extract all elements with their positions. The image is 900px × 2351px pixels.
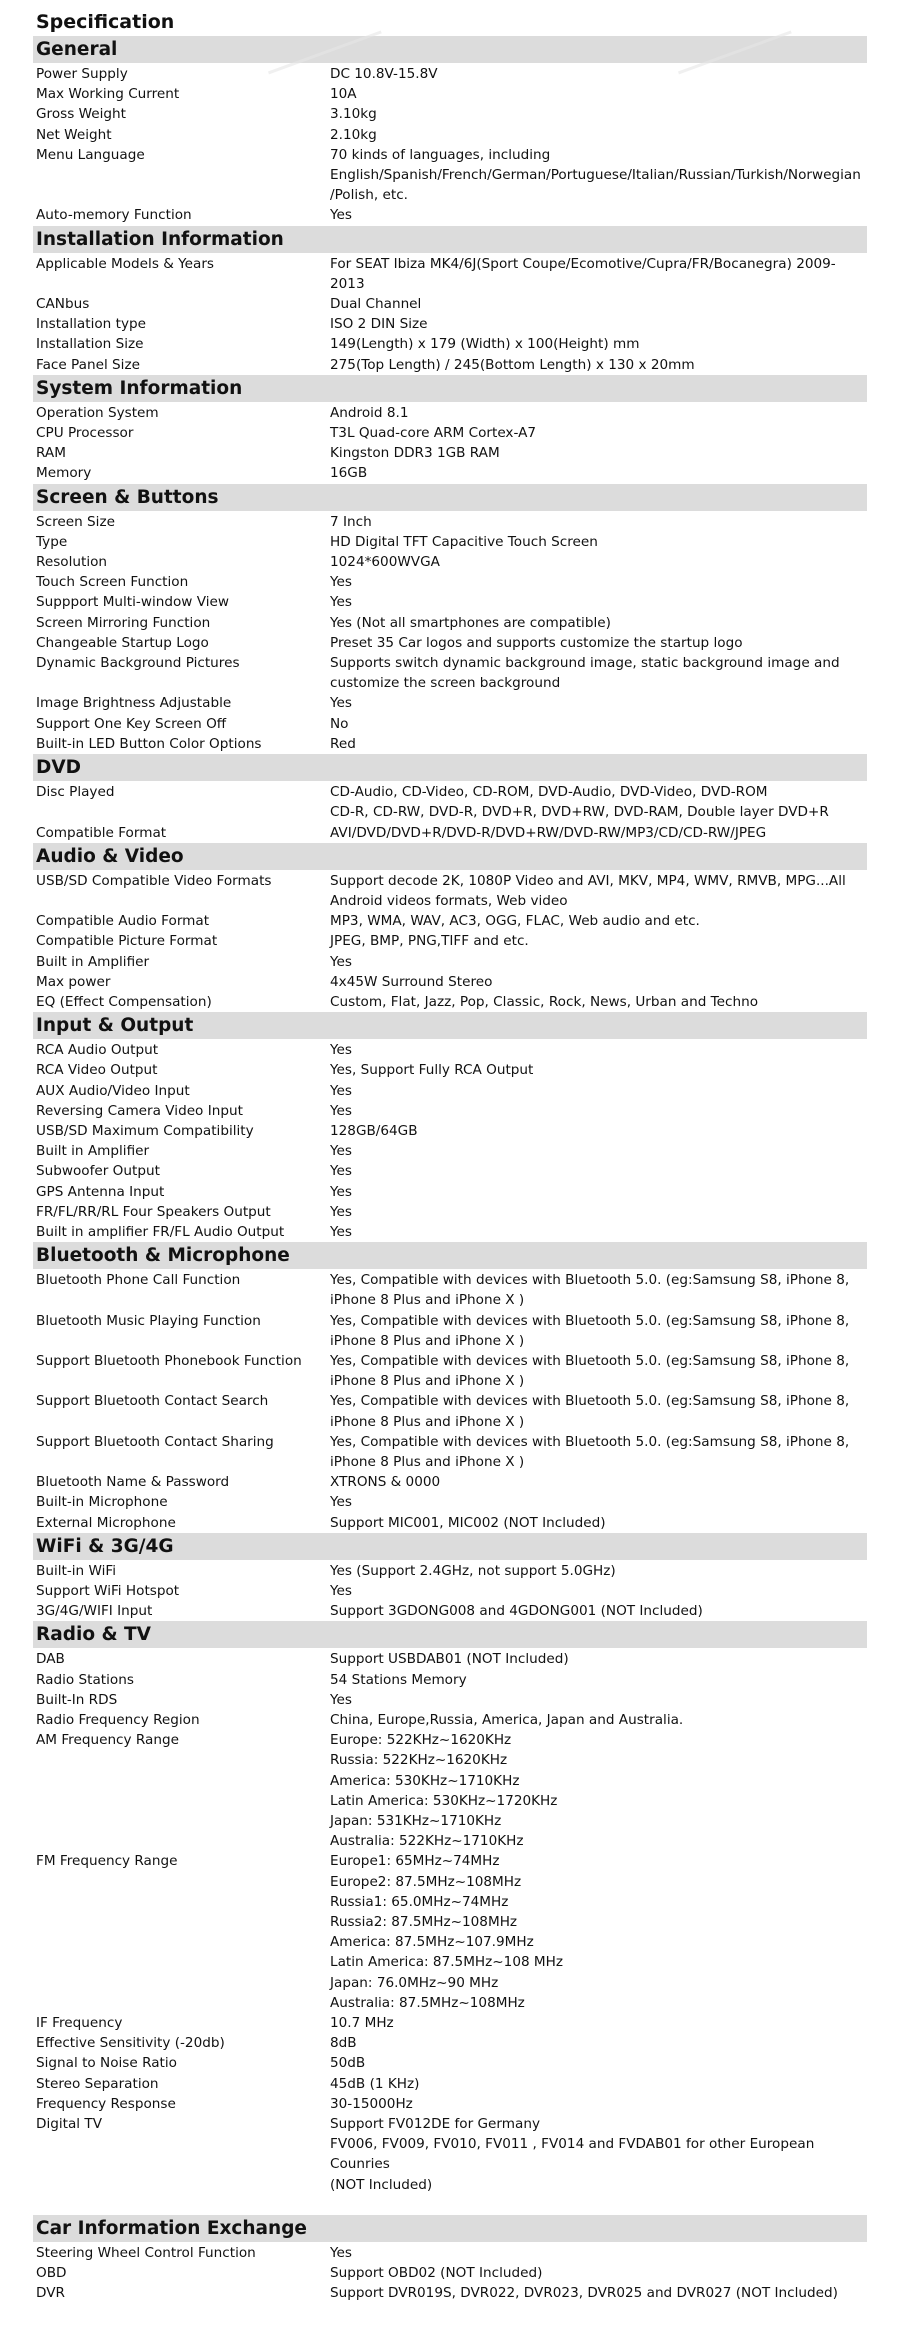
spec-row (33, 2243, 867, 2263)
spec-label: Installation type (36, 316, 146, 333)
spec-row (33, 104, 867, 124)
spec-row (33, 1690, 867, 1710)
spec-label: 3G/4G/WIFI Input (36, 1603, 153, 1620)
section-header: Bluetooth & Microphone (33, 1242, 867, 1269)
spec-label: OBD (36, 2265, 67, 2282)
spec-row (33, 334, 867, 354)
spec-value: Yes (330, 594, 352, 611)
spec-label: External Microphone (36, 1514, 176, 1531)
spec-row (33, 782, 867, 822)
spec-value: 128GB/64GB (330, 1122, 418, 1139)
spec-row (33, 552, 867, 572)
spec-label: FM Frequency Range (36, 1853, 178, 1870)
spec-label: Screen Mirroring Function (36, 614, 211, 631)
spec-value: ISO 2 DIN Size (330, 316, 428, 333)
section-header: Audio & Video (33, 843, 867, 870)
spec-row (33, 145, 867, 206)
spec-value: Yes (330, 695, 352, 712)
spec-value: 16GB (330, 465, 368, 482)
spec-row (33, 1492, 867, 1512)
spec-row (33, 1561, 867, 1581)
spec-label: Built-in WiFi (36, 1562, 116, 1579)
spec-value: 10A (330, 86, 357, 103)
spec-value: AVI/DVD/DVD+R/DVD-R/DVD+RW/DVD-RW/MP3/CD/CD-RW/JPEG (330, 824, 767, 841)
spec-value: Yes (330, 1102, 352, 1119)
spec-value: Yes, Support Fully RCA Output (330, 1062, 534, 1079)
spec-row (33, 871, 867, 911)
spec-value: Dual Channel (330, 296, 422, 313)
spec-label: DAB (36, 1651, 65, 1668)
spec-label: Disc Played (36, 784, 115, 801)
spec-row (33, 1730, 867, 1851)
spec-row (33, 1710, 867, 1730)
spec-label: Applicable Models & Years (36, 255, 215, 272)
spec-label: RAM (36, 445, 66, 462)
spec-row (33, 205, 867, 225)
spec-value: MP3, WMA, WAV, AC3, OGG, FLAC, Web audio and etc. (330, 913, 700, 930)
spec-row (33, 294, 867, 314)
spec-label: Support One Key Screen Off (36, 715, 227, 732)
section-header: General (33, 36, 867, 63)
spec-label: Bluetooth Music Playing Function (36, 1312, 261, 1329)
spec-row (33, 2013, 867, 2033)
spec-sections (33, 36, 867, 2304)
spec-label: Built-in LED Button Color Options (36, 735, 262, 752)
spec-value: Support MIC001, MIC002 (NOT Included) (330, 1514, 606, 1531)
spec-row (33, 1060, 867, 1080)
spec-row (33, 693, 867, 713)
spec-value: 2.10kg (330, 126, 377, 143)
spec-label: Built in Amplifier (36, 953, 150, 970)
spec-row (33, 911, 867, 931)
spec-label: RCA Video Output (36, 1062, 158, 1079)
spec-label: CPU Processor (36, 425, 134, 442)
spec-row (33, 1432, 867, 1472)
spec-page (33, 0, 867, 2304)
section-header: WiFi & 3G/4G (33, 1533, 867, 1560)
spec-row (33, 532, 867, 552)
section-header: Installation Information (33, 226, 867, 253)
spec-value: 45dB (1 KHz) (330, 2075, 420, 2092)
spec-label: Frequency Response (36, 2095, 176, 2112)
spec-row (33, 931, 867, 951)
spec-label: Compatible Picture Format (36, 933, 218, 950)
spec-label: Support WiFi Hotspot (36, 1583, 180, 1599)
spec-row (33, 254, 867, 294)
spec-value: 8dB (330, 2035, 357, 2052)
spec-value: 1024*600WVGA (330, 554, 440, 571)
spec-value: Yes (330, 1223, 352, 1240)
spec-label: Resolution (36, 554, 108, 571)
spec-row (33, 2094, 867, 2114)
spec-row (33, 714, 867, 734)
spec-row (33, 653, 867, 693)
spec-value: T3L Quad-core ARM Cortex-A7 (330, 425, 537, 442)
spec-value: Yes, Compatible with devices with Bluetooth 5.0. (eg:Samsung S8, iPhone 8, iPhone 8 Plus and iPhone X ) (330, 1352, 850, 1390)
spec-row (33, 1161, 867, 1181)
spec-label: Max Working Current (36, 86, 180, 103)
spec-label: USB/SD Maximum Compatibility (36, 1122, 254, 1139)
spec-value: China, Europe,Russia, America, Japan and Australia. (330, 1712, 684, 1729)
spec-row (33, 84, 867, 104)
spec-value: Europe: 522KHz~1620KHz Russia: 522KHz~1620KHz America: 530KHz~1710KHz Latin America: 530KHz~1720KHz Japan: 531KHz~1710KHz Australia: 522KHz~1710KHz (330, 1732, 558, 1850)
spec-row (33, 952, 867, 972)
spec-label: RCA Audio Output (36, 1042, 159, 1059)
spec-value: 4x45W Surround Stereo (330, 973, 493, 990)
spec-label: AM Frequency Range (36, 1732, 179, 1749)
spec-value: CD-Audio, CD-Video, CD-ROM, DVD-Audio, DVD-Video, DVD-ROM CD-R, CD-RW, DVD-R, DVD+R, DVD+RW, DVD-RAM, Double layer DVD+R (330, 784, 829, 821)
spec-value: Yes (330, 207, 352, 224)
spec-value: Yes (330, 1583, 352, 1599)
spec-label: Face Panel Size (36, 356, 140, 373)
spec-label: Support Bluetooth Contact Search (36, 1393, 269, 1410)
spec-value: Yes, Compatible with devices with Bluetooth 5.0. (eg:Samsung S8, iPhone 8, iPhone 8 Plus and iPhone X ) (330, 1433, 850, 1470)
spec-label: Subwoofer Output (36, 1163, 160, 1180)
spec-row (33, 1040, 867, 1060)
spec-value: For SEAT Ibiza MK4/6J(Sport Coupe/Ecomotive/Cupra/FR/Bocanegra) 2009- 2013 (330, 255, 836, 292)
spec-label: Power Supply (36, 66, 128, 82)
spec-row (33, 1081, 867, 1101)
spec-value: Support USBDAB01 (NOT Included) (330, 1651, 569, 1668)
section-header: Screen & Buttons (33, 484, 867, 511)
spec-label: Effective Sensitivity (-20db) (36, 2035, 225, 2052)
spec-row (33, 2074, 867, 2094)
spec-label: Changeable Startup Logo (36, 634, 209, 651)
spec-label: AUX Audio/Video Input (36, 1082, 190, 1099)
spec-row (33, 572, 867, 592)
spec-label: Signal to Noise Ratio (36, 2055, 177, 2072)
spec-label: Reversing Camera Video Input (36, 1102, 243, 1119)
section-header: Input & Output (33, 1012, 867, 1039)
spec-value: 70 kinds of languages, including English/Spanish/French/German/Portuguese/Italian/Russian/Turkish/Norwegian /Polish, etc. (330, 146, 861, 204)
spec-value: Preset 35 Car logos and supports customize the startup logo (330, 634, 743, 651)
spec-label: Built in Amplifier (36, 1143, 150, 1160)
spec-value: Yes (330, 574, 352, 591)
spec-value: Yes (330, 1691, 352, 1708)
spec-value: 3.10kg (330, 106, 377, 123)
spec-value: Yes (330, 1082, 352, 1099)
spec-row (33, 592, 867, 612)
spec-label: Built-In RDS (36, 1691, 118, 1708)
spec-row (33, 1101, 867, 1121)
spec-label: Memory (36, 465, 92, 482)
spec-value: Support DVR019S, DVR022, DVR023, DVR025 and DVR027 (NOT Included) (330, 2285, 838, 2302)
spec-row (33, 823, 867, 843)
spec-label: Suppport Multi-window View (36, 594, 229, 611)
spec-label: Installation Size (36, 336, 144, 353)
spec-value: Android 8.1 (330, 404, 409, 421)
spec-row (33, 125, 867, 145)
spec-label: USB/SD Compatible Video Formats (36, 872, 272, 889)
spec-value: Europe1: 65MHz~74MHz Europe2: 87.5MHz~108MHz Russia1: 65.0MHz~74MHz Russia2: 87.5MHz~108MHz America: 87.5MHz~107.9MHz Latin America: 87.5MHz~108 MHz Japan: 76.0MHz~90 MHz Australia: 87.5MHz~108MHz (330, 1853, 564, 2011)
spec-value: HD Digital TFT Capacitive Touch Screen (330, 533, 598, 550)
spec-row (33, 463, 867, 483)
spec-label: Screen Size (36, 513, 115, 530)
spec-value: Custom, Flat, Jazz, Pop, Classic, Rock, News, Urban and Techno (330, 993, 759, 1010)
spec-value: Yes (330, 1203, 352, 1220)
spec-row (33, 1202, 867, 1222)
spec-row (33, 734, 867, 754)
page-title: Specification (36, 11, 175, 33)
spec-label: CANbus (36, 296, 90, 313)
spec-label: Touch Screen Function (36, 574, 189, 591)
spec-row (33, 2033, 867, 2053)
spec-value: Kingston DDR3 1GB RAM (330, 445, 500, 462)
spec-label: Stereo Separation (36, 2075, 159, 2092)
spec-label: Digital TV (36, 2116, 103, 2133)
spec-row (33, 1270, 867, 1310)
spec-row (33, 1472, 867, 1492)
spec-value: Yes (330, 1143, 352, 1160)
spec-value: No (330, 715, 349, 732)
spec-value: Support OBD02 (NOT Included) (330, 2265, 543, 2282)
spec-value: Red (330, 735, 356, 752)
spec-row (33, 1670, 867, 1690)
spec-label: Menu Language (36, 146, 145, 163)
spec-label: Image Brightness Adjustable (36, 695, 232, 712)
spec-value: Support decode 2K, 1080P Video and AVI, MKV, MP4, WMV, RMVB, MPG...All Android videos formats, Web video (330, 872, 846, 909)
spec-value: JPEG, BMP, PNG,TIFF and etc. (330, 933, 529, 950)
spec-row (33, 992, 867, 1012)
spec-value: Yes (330, 953, 352, 970)
spec-row (33, 1601, 867, 1621)
spec-value: 50dB (330, 2055, 366, 2072)
spec-value: Yes (Support 2.4GHz, not support 5.0GHz) (330, 1562, 616, 1579)
spec-label: Radio Stations (36, 1671, 134, 1688)
spec-label: Radio Frequency Region (36, 1712, 200, 1729)
spec-value: DC 10.8V-15.8V (330, 66, 438, 82)
spec-value: 275(Top Length) / 245(Bottom Length) x 130 x 20mm (330, 356, 695, 373)
section-header: Car Information Exchange (33, 2215, 867, 2242)
spec-label: Steering Wheel Control Function (36, 2244, 256, 2261)
spec-value: Yes, Compatible with devices with Bluetooth 5.0. (eg:Samsung S8, iPhone 8, iPhone 8 Plus and iPhone X ) (330, 1272, 850, 1309)
spec-value: 54 Stations Memory (330, 1671, 467, 1688)
spec-row (33, 443, 867, 463)
spec-label: DVR (36, 2285, 65, 2302)
spec-value: 7 Inch (330, 513, 372, 530)
spec-value: XTRONS & 0000 (330, 1474, 441, 1491)
spec-row (33, 633, 867, 653)
spec-row (33, 64, 867, 84)
section-header: DVD (33, 754, 867, 781)
spec-row (33, 512, 867, 532)
spec-row (33, 1513, 867, 1533)
spec-label: Gross Weight (36, 106, 126, 123)
spec-label: Built-in Microphone (36, 1494, 168, 1511)
spec-row (33, 972, 867, 992)
spec-row (33, 1182, 867, 1202)
spec-label: Compatible Audio Format (36, 913, 210, 930)
spec-value: Support 3GDONG008 and 4GDONG001 (NOT Included) (330, 1603, 703, 1620)
spec-label: Net Weight (36, 126, 112, 143)
spec-label: Max power (36, 973, 111, 990)
spec-value: 10.7 MHz (330, 2015, 394, 2032)
spec-row (33, 1351, 867, 1391)
spec-row (33, 1141, 867, 1161)
spec-label: Compatible Format (36, 824, 167, 841)
spec-value: Yes, Compatible with devices with Bluetooth 5.0. (eg:Samsung S8, iPhone 8, iPhone 8 Plus and iPhone X ) (330, 1393, 850, 1430)
spec-value: 30-15000Hz (330, 2095, 413, 2112)
spec-value: Yes (330, 1494, 352, 1511)
spec-value: Yes (330, 2244, 352, 2261)
spec-label: Bluetooth Phone Call Function (36, 1272, 241, 1289)
spec-label: Auto-memory Function (36, 207, 192, 224)
spec-label: Support Bluetooth Contact Sharing (36, 1433, 274, 1450)
section-header: System Information (33, 375, 867, 402)
spec-value: Support FV012DE for Germany FV006, FV009, FV010, FV011 , FV014 and FVDAB01 for other European Counries (NOT Included) (330, 2116, 815, 2193)
spec-row (33, 1581, 867, 1601)
spec-label: Operation System (36, 404, 159, 421)
spec-row (33, 1121, 867, 1141)
spec-label: GPS Antenna Input (36, 1183, 165, 1200)
spec-value: 149(Length) x 179 (Width) x 100(Height) mm (330, 336, 640, 353)
spec-label: IF Frequency (36, 2015, 123, 2032)
section-spacer (33, 2195, 867, 2215)
spec-label: Support Bluetooth Phonebook Function (36, 1352, 302, 1369)
section-header: Radio & TV (33, 1621, 867, 1648)
spec-row (33, 423, 867, 443)
spec-row (33, 1649, 867, 1669)
spec-row (33, 403, 867, 423)
spec-row (33, 355, 867, 375)
spec-label: FR/FL/RR/RL Four Speakers Output (36, 1203, 271, 1220)
spec-label: EQ (Effect Compensation) (36, 993, 212, 1010)
spec-row (33, 1311, 867, 1351)
spec-value: Yes (330, 1183, 352, 1200)
spec-row (33, 613, 867, 633)
spec-row (33, 2283, 867, 2303)
spec-label: Dynamic Background Pictures (36, 655, 240, 672)
spec-value: Yes (Not all smartphones are compatible) (330, 614, 611, 631)
spec-value: Supports switch dynamic background image, static background image and customize the screen background (330, 655, 840, 692)
spec-value: Yes (330, 1163, 352, 1180)
spec-value: Yes, Compatible with devices with Bluetooth 5.0. (eg:Samsung S8, iPhone 8, iPhone 8 Plus and iPhone X ) (330, 1312, 850, 1349)
spec-row (33, 1391, 867, 1431)
spec-row (33, 2114, 867, 2195)
spec-row (33, 1851, 867, 2013)
spec-label: Bluetooth Name & Password (36, 1474, 230, 1491)
spec-label: Type (36, 533, 68, 550)
spec-value: Yes (330, 1042, 352, 1059)
spec-row (33, 314, 867, 334)
spec-row (33, 2053, 867, 2073)
spec-label: Built in amplifier FR/FL Audio Output (36, 1223, 285, 1240)
spec-row (33, 2263, 867, 2283)
spec-row (33, 1222, 867, 1242)
